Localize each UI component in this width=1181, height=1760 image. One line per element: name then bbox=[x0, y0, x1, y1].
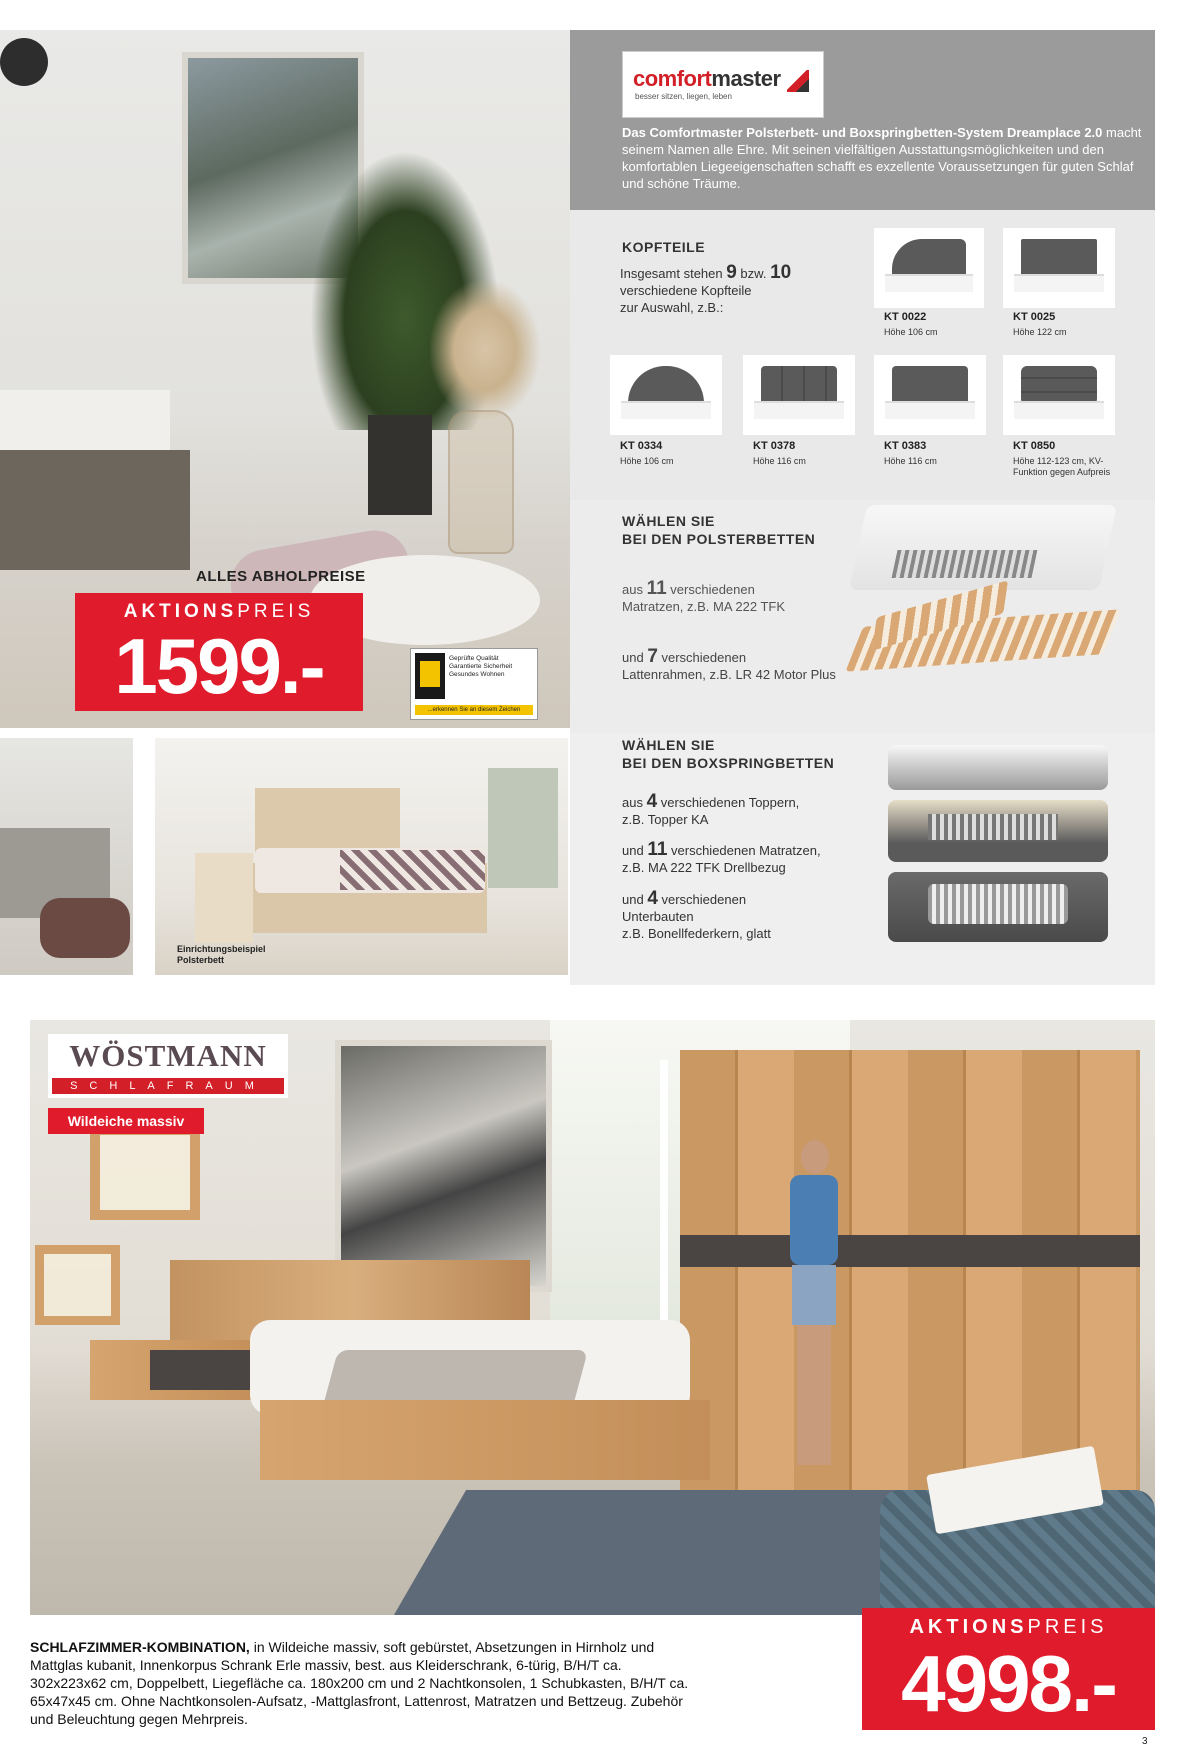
kt-code: KT 0850 bbox=[1013, 440, 1056, 452]
bed-frame bbox=[260, 1400, 710, 1480]
kopfteil-image-kt0383 bbox=[874, 355, 986, 435]
boxspring-matratze-image bbox=[888, 800, 1108, 862]
kt-height: Höhe 122 cm bbox=[1013, 327, 1067, 337]
boxspring-option-topper: aus 4 verschiedenen Toppern, z.B. Topper KA bbox=[622, 791, 800, 827]
kt-height: Höhe 116 cm bbox=[884, 456, 937, 466]
polster-option-matratzen: aus 11 verschiedenen Matratzen, z.B. MA 222 TFK bbox=[622, 578, 786, 614]
kt-code: KT 0383 bbox=[884, 440, 927, 452]
price-value-4998: 4998.- bbox=[901, 1639, 1116, 1728]
abholpreise-label: ALLES ABHOLPREISE bbox=[196, 568, 366, 585]
kopfteil-image-kt0022 bbox=[874, 228, 984, 308]
quality-seal bbox=[410, 648, 538, 720]
seal-bottom-text: ...erkennen Sie an diesem Zeichen bbox=[415, 705, 533, 715]
kt-height: Höhe 106 cm bbox=[620, 456, 674, 466]
matratze-image bbox=[849, 505, 1117, 590]
kt-code: KT 0022 bbox=[884, 311, 927, 323]
comfortmaster-logo: comfortmaster besser sitzen, liegen, leben bbox=[623, 52, 823, 117]
polster-option-lattenrahmen: und 7 verschiedenen Lattenrahmen, z.B. LR 42 Motor Plus bbox=[622, 646, 836, 682]
wardrobe bbox=[680, 1050, 1140, 1510]
topper-image bbox=[888, 745, 1108, 790]
wall-lamp bbox=[0, 38, 48, 86]
aktionspreis-box-1 bbox=[75, 593, 363, 711]
comfortmaster-intro: Das Comfortmaster Polsterbett- und Boxspringbetten-System Dreamplace 2.0 macht seinem Namen alle Ehre. Mit seinen vielfältigen Ausstattungsmöglichkeiten und den komfortablen Liegeeigenschaften schafft es exzellente Voraussetzungen für guten Schlaf und schöne Träume. bbox=[622, 125, 1142, 191]
man bbox=[785, 1140, 845, 1470]
page-number: 3 bbox=[1142, 1736, 1148, 1747]
kt-code: KT 0025 bbox=[1013, 311, 1056, 323]
bed-frame bbox=[0, 450, 190, 570]
kopfteile-text: Insgesamt stehen 9 bzw. 10 verschiedene Kopfteile zur Auswahl, z.B.: bbox=[620, 262, 792, 315]
plant-pot bbox=[368, 415, 432, 515]
bedroom-photo-polsterbett bbox=[155, 738, 568, 975]
kt-height: Höhe 106 cm bbox=[884, 327, 938, 337]
kt-height: Höhe 116 cm bbox=[753, 456, 806, 466]
comfortmaster-logo-icon bbox=[787, 70, 809, 92]
boxspring-option-matratzen: und 11 verschiedenen Matratzen, z.B. MA 222 TFK Drellbezug bbox=[622, 839, 821, 875]
caption-einrichtungsbeispiel: Einrichtungsbeispiel Polsterbett bbox=[177, 944, 266, 965]
glass-vase bbox=[448, 410, 514, 554]
kt-code: KT 0378 bbox=[753, 440, 796, 452]
seal-text: Geprüfte Qualität Garantierte Sicherheit Gesundes Wohnen bbox=[449, 655, 513, 678]
aktionspreis-label: AKTIONSPREIS bbox=[123, 601, 315, 622]
price-value-1599: 1599.- bbox=[114, 622, 324, 710]
night-console bbox=[90, 1340, 260, 1400]
kt-code: KT 0334 bbox=[620, 440, 663, 452]
kopfteile-title: KOPFTEILE bbox=[622, 239, 706, 255]
unterbau-image bbox=[888, 872, 1108, 942]
aktionspreis-label: AKTIONSPREIS bbox=[909, 1616, 1108, 1638]
seal-m-icon bbox=[415, 653, 445, 699]
boxspringbetten-title: WÄHLEN SIE BEI DEN BOXSPRINGBETTEN bbox=[622, 737, 835, 771]
boxspring-option-unterbauten: und 4 verschiedenen Unterbauten z.B. Bonellfederkern, glatt bbox=[622, 888, 771, 941]
pampas-grass bbox=[430, 280, 540, 420]
kopfteil-image-kt0025 bbox=[1003, 228, 1115, 308]
kopfteil-image-kt0378 bbox=[743, 355, 855, 435]
kopfteil-image-kt0334 bbox=[610, 355, 722, 435]
woestmann-logo: WÖSTMANN SCHLAFRAUM bbox=[48, 1034, 288, 1098]
bedroom-photo-detail bbox=[0, 738, 133, 975]
polsterbetten-title: WÄHLEN SIE BEI DEN POLSTERBETTEN bbox=[622, 513, 816, 547]
wildeiche-badge: Wildeiche massiv bbox=[48, 1108, 204, 1134]
wall-shelf bbox=[35, 1245, 120, 1325]
aktionspreis-box-2 bbox=[862, 1608, 1155, 1730]
kt-height: Höhe 112-123 cm, KV-Funktion gegen Aufpreis bbox=[1013, 456, 1111, 477]
kopfteil-image-kt0850 bbox=[1003, 355, 1115, 435]
product-description: SCHLAFZIMMER-KOMBINATION, in Wildeiche massiv, soft gebürstet, Absetzungen in Hirnholz und Mattglas kubanit, Innenkorpus Schrank Erle massiv, best. aus Kleiderschrank, 6-türig, B/H/T ca. 302x223x62 cm, Doppelbett, Liegefläche ca. 180x200 cm und 2 Nachtkonsolen, 1 Schubkasten, B/H/T ca. 65x47x45 cm. Ohne Nachtkonsolen-Aufsatz, -Mattglasfront, Lattenrost, Matratzen und Bettzeug. Zubehör und Beleuchtung gegen Mehrpreis. bbox=[30, 1639, 689, 1727]
wall-art-picture bbox=[335, 1040, 552, 1292]
wall-shelf bbox=[90, 1125, 200, 1220]
